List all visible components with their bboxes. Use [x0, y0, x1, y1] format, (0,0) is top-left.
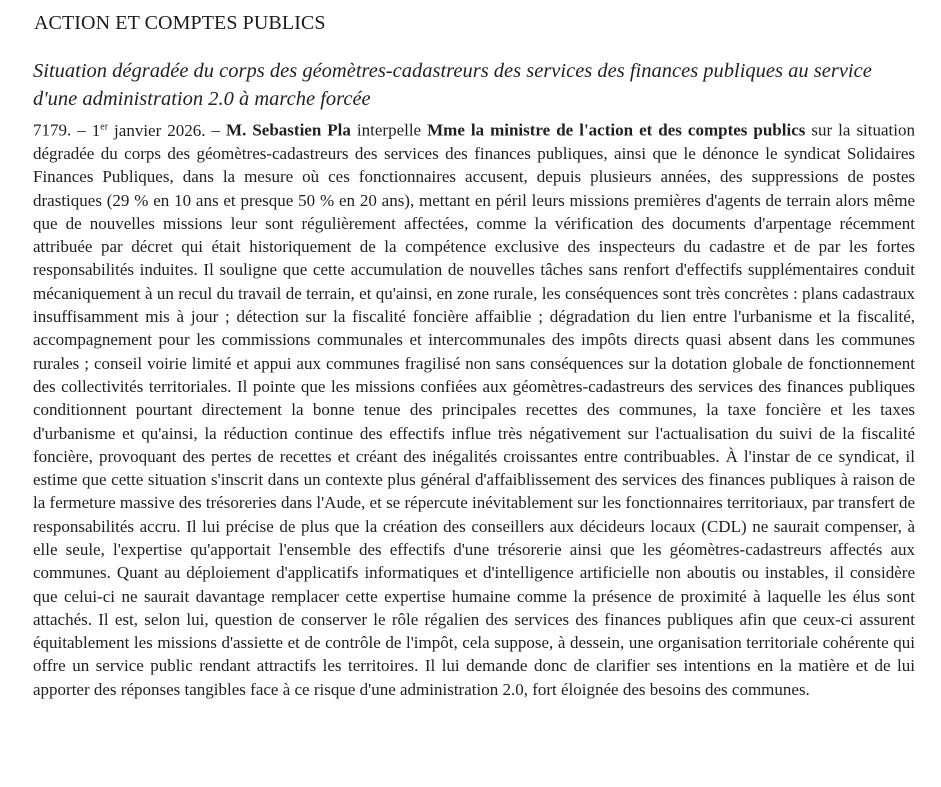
date-day-suffix: er: [100, 121, 109, 132]
separator-dash-2: –: [205, 120, 227, 140]
question-text: sur la situation dégradée du corps des géomètres-cadastreurs des services des finances publiques, ainsi que le dénonce le syndicat Solidaires Finances Publiques, dans la mesure où ces fonctionnaires accusent, depuis plusieurs années, des suppressions de postes drastiques (29 % en 10 ans et presque 50 % en 20 ans), mettant en péril leurs missions premières d'agents de terrain alors même que de nouvelles missions leur sont régulièrement affectées, comme la vérification des documents d'arpentage récemment attribuée par décret qui était historiquement de la compétence exclusive des inspecteurs du cadastre et de par les fortes responsabilités induites. Il souligne que cette accumulation de nouvelles tâches sans renfort d'effectifs supplémentaires conduit mécaniquement à un recul du travail de terrain, et qu'ainsi, en zone rurale, les conséquences sont très concrètes : plans cadastraux insuffisamment mis à jour ; détection sur la fiscalité foncière affaiblie ; dégradation du lien entre l'urbanisme et la fiscalité, accompagnement pour les commissions communales et intercommunales des impôts directs quasi absent dans les communes rurales ; conseil voirie limité et appui aux communes fragilisé non sans conséquences sur la dotation globale de fonctionnement des collectivités territoriales. Il pointe que les missions confiées aux géomètres-cadastreurs des services des finances publiques conditionnent pourtant directement la bonne tenue des principales recettes des communes, la taxe foncière et les taxes d'urbanisme et qu'ainsi, la réduction continue des effectifs influe très négativement sur l'actualisation du suivi de la fiscalité foncière, provoquant des pertes de recettes et créant des inégalités croissantes entre contribuables. À l'instar de ce syndicat, il estime que cette situation s'inscrit dans un contexte plus général d'affaiblissement des services des finances publiques à raison de la fermeture massive des trésoreries dans l'Aude, et se répercute inévitablement sur les fonctionnaires territoriaux, par transfert de responsabilités accru. Il lui précise de plus que la création des conseillers aux décideurs locaux (CDL) ne saurait compenser, à elle seule, l'expertise qu'apportait l'ensemble des effectifs d'une trésorerie ainsi que les géomètres-cadastreurs affectés aux communes. Quant au déploiement d'applicatifs informatiques et d'intelligence artificielle non aboutis ou instables, il considère que celui-ci ne saurait davantage remplacer cette expertise humaine comme la présence de proximité à laquelle les élus sont attachés. Il est, selon lui, question de conserver le rôle régalien des services des finances publiques afin que ceux-ci assurent équitablement les missions d'assiette et de contrôle de l'impôt, cela suppose, à dessein, une organisation territoriale cohérente qui offre un service public rendant attractifs les territoires. Il lui demande donc de clarifier ses intentions en la matière et de lui apporter des réponses tangibles face à ce risque d'une administration 2.0, fort éloignée des besoins des communes.: [33, 120, 915, 699]
question-body: [33, 115, 915, 701]
section-heading: ACTION ET COMPTES PUBLICS: [34, 12, 326, 34]
question-verb: interpelle: [350, 120, 428, 140]
deputy-name: M. Sebastien Pla: [226, 120, 351, 140]
minister-name: Mme la ministre de l'action et des comptes publics: [427, 120, 806, 140]
question-title: Situation dégradée du corps des géomètres-cadastreurs des services des finances publiques au service d'une administration 2.0 à marche forcée: [33, 60, 872, 110]
document-page: [33, 6, 915, 701]
separator-dash: –: [71, 120, 92, 140]
date-month-year: janvier 2026.: [108, 120, 206, 140]
date-day: 1: [91, 120, 101, 140]
question-number: 7179.: [33, 120, 72, 140]
question-date: [92, 121, 206, 140]
